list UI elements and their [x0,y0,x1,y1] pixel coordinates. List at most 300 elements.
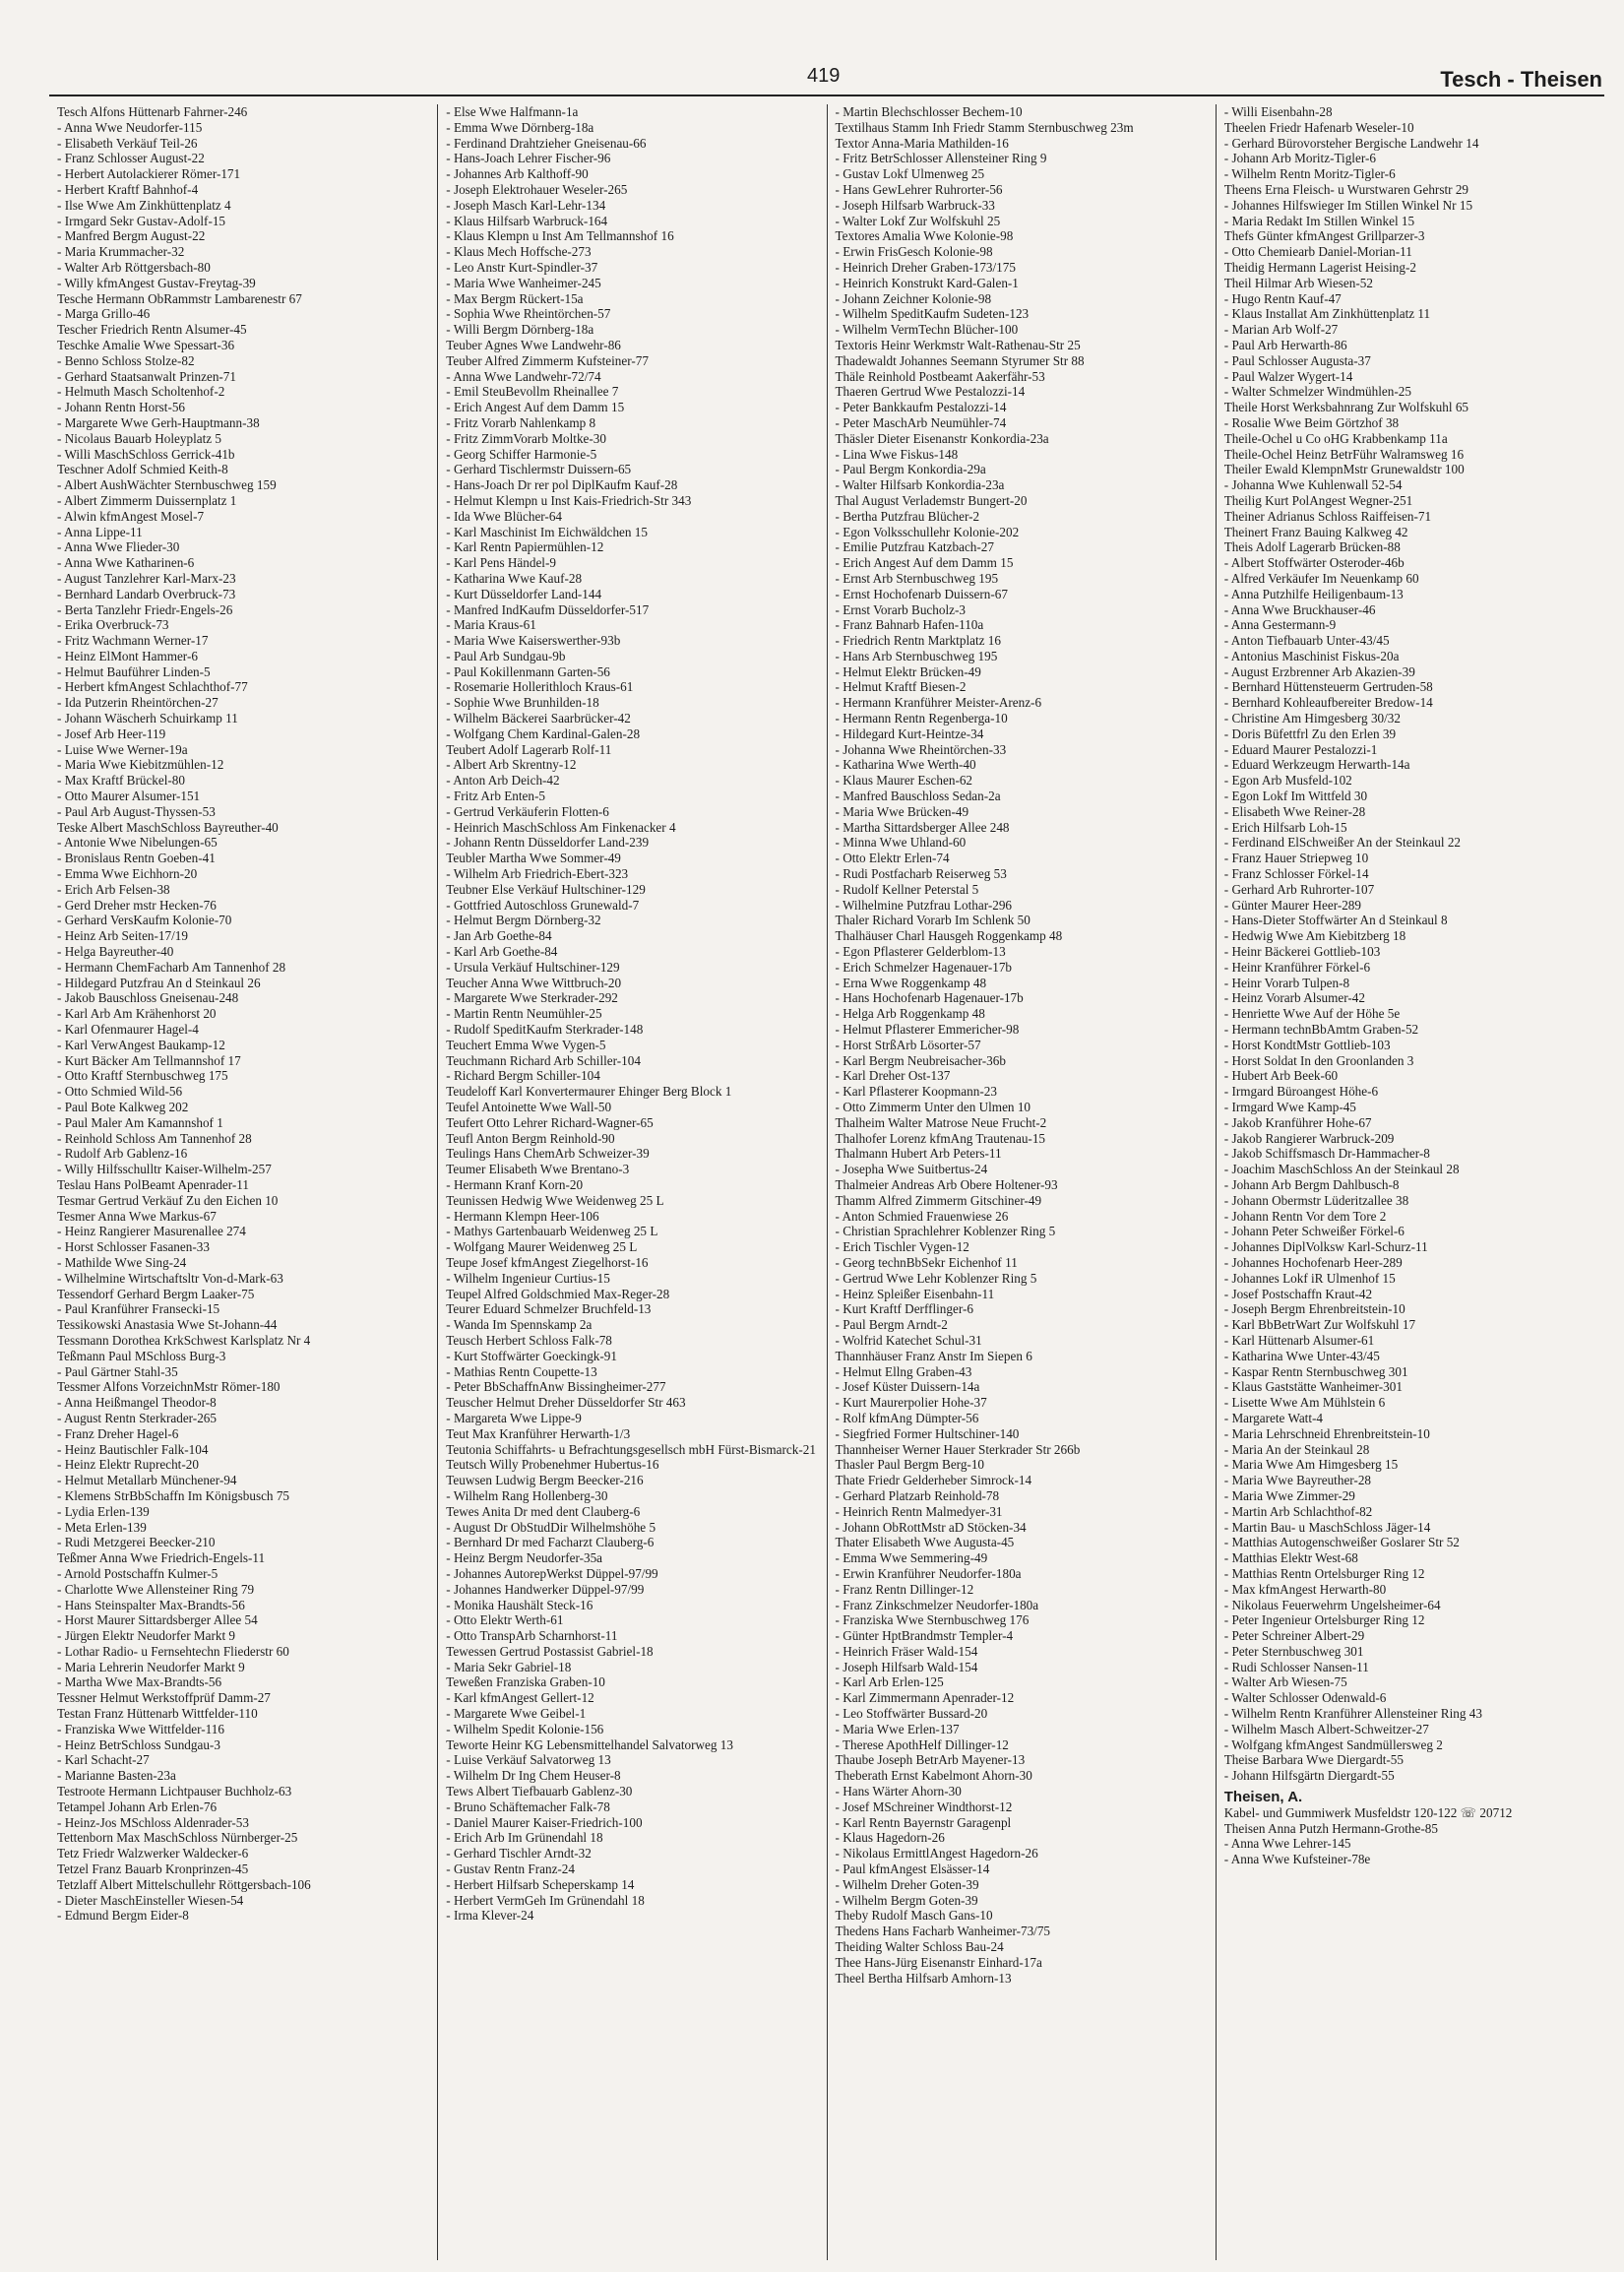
directory-entry: Teuchmann Richard Arb Schiller-104 [446,1052,641,1068]
directory-entry: Thate Friedr Gelderheber Simrock-14 [835,1473,1032,1488]
directory-entry: Textoris Heinr Werkmstr Walt-Rathenau-Str 25 [835,337,1081,352]
directory-entry: Theisen, A. [1223,1789,1303,1806]
directory-entry: - Johann Arb Moritz-Tigler-6 [1223,151,1376,166]
directory-entry: Tessner Helmut Werkstoffprüf Damm-27 [57,1690,271,1706]
directory-entry: - Hans-Joach Lehrer Fischer-96 [446,151,611,166]
directory-entry: - Gerhard Tischlermstr Duissern-65 [446,462,632,477]
directory-entry: - Willi MaschSchloss Gerrick-41b [57,446,235,462]
directory-entry: - Johann Peter Schweißer Förkel-6 [1223,1224,1405,1239]
directory-entry: - Anna Wwe Landwehr-72/74 [446,368,601,384]
directory-entry: - Erich Arb Im Grünendahl 18 [446,1830,603,1846]
directory-entry: - Jakob Bauschloss Gneisenau-248 [57,990,239,1006]
directory-entry: - Leo Stoffwärter Bussard-20 [835,1706,988,1722]
directory-entry: - Josef MSchreiner Windthorst-12 [835,1799,1013,1814]
directory-entry: - Gustav Lokf Ulmenweg 25 [835,166,985,182]
directory-entry: - Otto TranspArb Scharnhorst-11 [446,1628,618,1644]
directory-entry: - Johann Zeichner Kolonie-98 [835,290,992,306]
directory-entry: - Wolfgang Chem Kardinal-Galen-28 [446,726,641,741]
directory-entry: - Helmut Pflasterer Emmericher-98 [835,1022,1020,1038]
directory-entry: - Klaus Maurer Eschen-62 [835,773,973,789]
directory-entry: - Anna Heißmangel Theodor-8 [57,1395,217,1411]
directory-entry: Teut Max Kranführer Herwarth-1/3 [446,1425,631,1441]
directory-entry: - Margarete Watt-4 [1223,1410,1323,1425]
directory-entry: - Heinz Spleißer Eisenbahn-11 [835,1286,995,1301]
directory-entry: - Luise Verkäuf Salvatorweg 13 [446,1752,611,1768]
directory-entry: - Heinrich Konstrukt Kard-Galen-1 [835,275,1019,290]
directory-entry: - Herbert VermGeh Im Grünendahl 18 [446,1892,645,1908]
directory-entry: - Margarete Wwe Geibel-1 [446,1706,587,1722]
directory-entry: - Matthias Rentn Ortelsburger Ring 12 [1223,1565,1425,1581]
directory-entry: - Georg technBbSekr Eichenhof 11 [835,1254,1018,1270]
directory-entry: - Horst Maurer Sittardsberger Allee 54 [57,1612,258,1628]
directory-entry: Teupe Josef kfmAngest Ziegelhorst-16 [446,1254,649,1270]
directory-entry: - Helmut Ellng Graben-43 [835,1363,972,1379]
directory-entry: Theens Erna Fleisch- u Wurstwaren Gehrstr 29 [1223,181,1469,197]
directory-entry: - Marga Grillo-46 [57,306,151,322]
directory-entry: - Sophia Wwe Rheintörchen-57 [446,306,611,322]
directory-entry: - Edmund Bergm Eider-8 [57,1908,189,1924]
directory-entry: Teworte Heinr KG Lebensmittelhandel Salvatorweg 13 [446,1736,733,1752]
directory-entry: - Maria Wwe Zimmer-29 [1223,1487,1355,1503]
directory-entry: Thasler Paul Bergm Berg-10 [835,1457,985,1473]
directory-entry: Thal August Verlademstr Bungert-20 [835,492,1028,508]
directory-entry: - Horst Schlosser Fasanen-33 [57,1239,210,1255]
directory-entry: - Johann Rentn Düsseldorfer Land-239 [446,835,650,851]
directory-entry: Theile-Ochel Heinz BetrFühr Walramsweg 16 [1223,446,1465,462]
directory-entry: - Irmgard Büroangest Höhe-6 [1223,1084,1379,1100]
directory-entry: - Erich Hilfsarb Loh-15 [1223,819,1347,835]
directory-entry: - Otto Elektr Werth-61 [446,1612,564,1628]
directory-entry: - Gerhard Platzarb Reinhold-78 [835,1487,1000,1503]
directory-entry: - Gerhard Staatsanwalt Prinzen-71 [57,368,236,384]
directory-entry: - Horst KondtMstr Gottlieb-103 [1223,1037,1391,1052]
directory-entry: - Egon Volksschullehr Kolonie-202 [835,524,1020,539]
directory-entry: Teufel Antoinette Wwe Wall-50 [446,1100,612,1114]
directory-entry: - Gertrud Wwe Lehr Koblenzer Ring 5 [835,1270,1037,1286]
directory-entry: - Johannes DiplVolksw Karl-Schurz-11 [1223,1239,1428,1255]
directory-entry: - Manfred IndKaufm Düsseldorfer-517 [446,601,650,617]
directory-entry: - Franz Rentn Dillinger-12 [835,1581,974,1597]
directory-entry: - Johanna Wwe Rheintörchen-33 [835,741,1007,757]
directory-entry: - Karl Rentn Papiermühlen-12 [446,539,604,555]
directory-entry: - Günter Maurer Heer-289 [1223,897,1361,913]
directory-entry: - Gerd Dreher mstr Hecken-76 [57,897,217,913]
directory-entry: - Joseph Masch Karl-Lehr-134 [446,197,606,213]
directory-entry: Teuber Alfred Zimmerm Kufsteiner-77 [446,352,649,368]
directory-entry: - Peter Bankkaufm Pestalozzi-14 [835,400,1007,415]
directory-entry: - Erich Arb Felsen-38 [57,881,170,897]
directory-entry: - Johannes Hilfswieger Im Stillen Winkel Nr 15 [1223,197,1473,213]
directory-entry: - Albert AushWächter Sternbuschweg 159 [57,477,277,493]
directory-entry: - Wilhelm Dr Ing Chem Heuser-8 [446,1768,621,1784]
directory-entry: - Helmut Bergm Dörnberg-32 [446,913,601,928]
directory-entry: - Peter BbSchaffnAnw Bissingheimer-277 [446,1379,666,1395]
directory-entry: - Karl Ofenmaurer Hagel-4 [57,1022,199,1038]
directory-entry: - Elisabeth Verkäuf Teil-26 [57,135,198,151]
directory-entry: - Fritz Vorarb Nahlenkamp 8 [446,414,596,430]
directory-entry: - Bernhard Hüttensteuerm Gertruden-58 [1223,679,1433,695]
directory-entry: - Joseph Elektrohauer Weseler-265 [446,181,628,197]
directory-entry: - Bernhard Dr med Facharzt Clauberg-6 [446,1535,655,1550]
directory-entry: Theidig Hermann Lagerist Heising-2 [1223,259,1416,275]
directory-entry: - Anna Putzhilfe Heiligenbaum-13 [1223,586,1404,601]
directory-entry: - Johann Rentn Horst-56 [57,400,186,415]
directory-entry: - Christian Sprachlehrer Koblenzer Ring 5 [835,1224,1056,1239]
directory-entry: - Egon Pflasterer Gelderblom-13 [835,944,1006,960]
directory-entry: Tewes Anita Dr med dent Clauberg-6 [446,1503,641,1519]
directory-entry: - Martin Blechschlosser Bechem-10 [835,104,1023,119]
directory-entry: - Eduard Maurer Pestalozzi-1 [1223,741,1378,757]
directory-entry: - Rolf kfmAng Dümpter-56 [835,1410,979,1425]
directory-entry: - Margareta Wwe Lippe-9 [446,1410,582,1425]
directory-entry: - Johanna Wwe Kuhlenwall 52-54 [1223,477,1403,493]
directory-entry: Theilig Kurt PolAngest Wegner-251 [1223,492,1413,508]
directory-entry: - Johann ObRottMstr aD Stöcken-34 [835,1519,1027,1535]
directory-entry: - Egon Lokf Im Wittfeld 30 [1223,789,1368,804]
directory-entry: - Peter Schreiner Albert-29 [1223,1628,1365,1644]
directory-entry: - Martin Bau- u MaschSchloss Jäger-14 [1223,1519,1431,1535]
directory-entry: - Bronislaus Rentn Goeben-41 [57,851,216,866]
directory-entry: Thaler Richard Vorarb Im Schlenk 50 [835,913,1031,928]
directory-entry: - Maria Wwe Brücken-49 [835,803,969,819]
directory-entry: - Wilhelm SpeditKaufm Sudeten-123 [835,306,1030,322]
directory-entry: - Max Kraftf Brückel-80 [57,773,185,789]
directory-entry: - Franz Bahnarb Hafen-110a [835,617,984,633]
directory-entry: - Minna Wwe Uhland-60 [835,835,967,851]
directory-entry: Theil Hilmar Arb Wiesen-52 [1223,275,1373,290]
directory-entry: - Emma Wwe Semmering-49 [835,1550,988,1566]
directory-entry: - Erwin FrisGesch Kolonie-98 [835,244,993,260]
directory-entry: - Nikolaus ErmittlAngest Hagedorn-26 [835,1846,1038,1862]
directory-entry: - Albert Zimmerm Duissernplatz 1 [57,492,237,508]
directory-entry: - Egon Arb Musfeld-102 [1223,773,1352,789]
directory-entry: - Kurt Düsseldorfer Land-144 [446,586,602,601]
directory-entry: - Helga Arb Roggenkamp 48 [835,1006,985,1022]
directory-entry: - Lina Wwe Fiskus-148 [835,446,959,462]
directory-entry: - Helmut Elektr Brücken-49 [835,663,981,679]
directory-entry: Testan Franz Hüttenarb Wittfelder-110 [57,1706,258,1722]
directory-entry: - Heinz Vorarb Alsumer-42 [1223,990,1365,1006]
directory-entry: - Klaus Klempn u Inst Am Tellmannshof 16 [446,228,674,244]
directory-entry: - Rudi Metzgerei Beecker-210 [57,1535,216,1550]
directory-entry: - Margarete Wwe Sterkrader-292 [446,990,618,1006]
directory-entry: - Herbert Kraftf Bahnhof-4 [57,181,199,197]
directory-entry: - Alfred Verkäufer Im Neuenkamp 60 [1223,570,1419,586]
directory-entry: - Marian Arb Wolf-27 [1223,322,1339,338]
directory-entry: - Rudi Postfacharb Reiserweg 53 [835,866,1007,882]
directory-entry: Teubler Martha Wwe Sommer-49 [446,851,621,866]
directory-entry: - Hermann Klempn Heer-106 [446,1208,599,1224]
directory-entry: - Maria An der Steinkaul 28 [1223,1441,1370,1457]
directory-entry: - Josef Küster Duissern-14a [835,1379,980,1395]
directory-entry: - Jakob Kranführer Hohe-67 [1223,1114,1372,1130]
directory-entry: Teuchert Emma Wwe Vygen-5 [446,1037,606,1052]
directory-entry: - Gottfried Autoschloss Grunewald-7 [446,897,640,913]
directory-entry: Teubert Adolf Lagerarb Rolf-11 [446,741,612,757]
directory-entry: - Heinrich Dreher Graben-173/175 [835,259,1016,275]
directory-entry: - Peter MaschArb Neumühler-74 [835,414,1007,430]
directory-entry: - Johannes Lokf iR Ulmenhof 15 [1223,1270,1396,1286]
directory-entry: - Rudolf SpeditKaufm Sterkrader-148 [446,1022,644,1038]
directory-entry: - Heinz ElMont Hammer-6 [57,648,198,663]
directory-entry: - Klaus Hagedorn-26 [835,1830,945,1846]
directory-entry: - Emil SteuBevollm Rheinallee 7 [446,384,619,400]
directory-entry: - Günter HptBrandmstr Templer-4 [835,1628,1014,1644]
directory-entry: Tessendorf Gerhard Bergm Laaker-75 [57,1286,255,1301]
directory-entry: Teschner Adolf Schmied Keith-8 [57,462,228,477]
directory-entry: Teunissen Hedwig Wwe Weidenweg 25 L [446,1192,664,1208]
directory-entry: - Wilhelm Ingenieur Curtius-15 [446,1270,610,1286]
directory-entry: - Heinr Bäckerei Gottlieb-103 [1223,944,1381,960]
directory-entry: - Anna Wwe Lehrer-145 [1223,1836,1351,1852]
directory-entry: - Antonie Wwe Nibelungen-65 [57,835,218,851]
directory-entry: - Johann Hilfsgärtn Diergardt-55 [1223,1768,1395,1784]
directory-entry: - Mathys Gartenbauarb Weidenweg 25 L [446,1224,658,1239]
directory-entry: - Bruno Schäftemacher Falk-78 [446,1799,610,1814]
directory-entry: - Walter Arb Röttgersbach-80 [57,259,211,275]
directory-entry: Thalmeier Andreas Arb Obere Holtener-93 [835,1176,1058,1192]
directory-entry: - Otto Kraftf Sternbuschweg 175 [57,1068,228,1084]
directory-entry: - Otto Chemiearb Daniel-Morian-11 [1223,244,1412,260]
directory-entry: Thadewaldt Johannes Seemann Styrumer Str 88 [835,352,1085,368]
directory-entry: - Heinz Bautischler Falk-104 [57,1441,209,1457]
directory-entry: - Hermann technBbAmtm Graben-52 [1223,1022,1419,1038]
directory-entry: - Albert Arb Skrentny-12 [446,757,577,773]
directory-entry: - Hermann ChemFacharb Am Tannenhof 28 [57,959,286,975]
directory-entry: - Fritz ZimmVorarb Moltke-30 [446,430,606,446]
directory-entry: - Karl Hüttenarb Alsumer-61 [1223,1332,1375,1348]
directory-entry: - Joseph Bergm Ehrenbreitstein-10 [1223,1301,1405,1317]
directory-entry: - Heinz Bergm Neudorfer-35a [446,1550,603,1566]
directory-entry: - Karl Dreher Ost-137 [835,1068,951,1084]
directory-entry: - Matthias Elektr West-68 [1223,1550,1358,1566]
directory-entry: - Wilhelmine Wirtschaftsltr Von-d-Mark-63 [57,1270,283,1286]
directory-entry: - Wilhelm Arb Friedrich-Ebert-323 [446,866,629,882]
directory-entry: - Josef Postschaffn Kraut-42 [1223,1286,1373,1301]
directory-entry: - Daniel Maurer Kaiser-Friedrich-100 [446,1814,643,1830]
directory-entry: - Christine Am Himgesberg 30/32 [1223,711,1401,726]
directory-entry: - Franz Schlosser Förkel-14 [1223,866,1369,882]
directory-entry: - Maria Wwe Kiebitzmühlen-12 [57,757,224,773]
directory-entry: - Erwin Kranführer Neudorfer-180a [835,1565,1022,1581]
directory-entry: Teudeloff Karl Konvertermaurer Ehinger Berg Block 1 [446,1084,732,1100]
directory-column-3 [828,104,1217,2260]
directory-entry: - Paul Gärtner Stahl-35 [57,1363,178,1379]
directory-column-4 [1217,104,1604,2260]
directory-entry: - Karl Schacht-27 [57,1752,150,1768]
directory-entry: - Max kfmAngest Herwarth-80 [1223,1581,1387,1597]
directory-entry: - Jakob Schiffsmasch Dr-Hammacher-8 [1223,1146,1430,1162]
directory-entry: - Wilhelm Dreher Goten-39 [835,1876,979,1892]
directory-entry: - Franz Hauer Striepweg 10 [1223,851,1369,866]
directory-entry: - Wanda Im Spennskamp 2a [446,1317,593,1333]
directory-entry: - Paul Schlosser Augusta-37 [1223,352,1371,368]
directory-entry: - Heinz-Jos MSchloss Aldenrader-53 [57,1814,249,1830]
directory-entry: Theise Barbara Wwe Diergardt-55 [1223,1752,1404,1768]
directory-entry: - Therese ApothHelf Dillinger-12 [835,1736,1009,1752]
directory-entry: Thater Elisabeth Wwe Augusta-45 [835,1535,1015,1550]
directory-entry: - Paul Walzer Wygert-14 [1223,368,1353,384]
directory-entry: - Meta Erlen-139 [57,1519,147,1535]
directory-entry: - Wilhelmine Putzfrau Lothar-296 [835,897,1013,913]
directory-entry: - Bertha Putzfrau Blücher-2 [835,508,980,524]
directory-entry: - Maria Lehrerin Neudorfer Markt 9 [57,1659,245,1674]
directory-entry: - August Tanzlehrer Karl-Marx-23 [57,570,236,586]
directory-entry: Theberath Ernst Kabelmont Ahorn-30 [835,1768,1032,1784]
directory-entry: - Helmut Kraftf Biesen-2 [835,679,967,695]
directory-entry: - Katharina Wwe Kauf-28 [446,570,583,586]
directory-entry: Teske Albert MaschSchloss Bayreuther-40 [57,819,279,835]
directory-entry: - Karl Zimmermann Apenrader-12 [835,1690,1015,1706]
directory-entry: - Rudi Schlosser Nansen-11 [1223,1659,1369,1674]
directory-entry: Tetampel Johann Arb Erlen-76 [57,1799,218,1814]
directory-entry: Teslau Hans PolBeamt Apenrader-11 [57,1176,249,1192]
directory-entry: - Luise Wwe Werner-19a [57,741,188,757]
directory-entry: Tessmann Dorothea KrkSchwest Karlsplatz Nr 4 [57,1332,311,1348]
directory-entry: - Gerhard Arb Ruhrorter-107 [1223,881,1375,897]
directory-entry: - Elisabeth Wwe Reiner-28 [1223,803,1366,819]
directory-entry: - Bernhard Landarb Overbruck-73 [57,586,236,601]
directory-entry: - Ida Putzerin Rheintörchen-27 [57,695,219,711]
directory-entry: - Johann Wäscherh Schuirkamp 11 [57,711,238,726]
directory-entry: Theiler Ewald KlempnMstr Grunewaldstr 100 [1223,462,1465,477]
directory-entry: Thalhofer Lorenz kfmAng Trautenau-15 [835,1130,1046,1146]
directory-entry: - Erna Wwe Roggenkamp 48 [835,975,987,990]
directory-entry: - Heinr Kranführer Förkel-6 [1223,959,1371,975]
directory-entry: - Rudolf Arb Gablenz-16 [57,1146,188,1162]
directory-entry: - Arnold Postschaffn Kulmer-5 [57,1565,219,1581]
directory-entry: - Irma Klever-24 [446,1908,534,1924]
directory-entry: - Paul Bote Kalkweg 202 [57,1100,189,1114]
directory-entry: - Kurt Kraftf Derfflinger-6 [835,1301,973,1317]
directory-entry: Tescher Friedrich Rentn Alsumer-45 [57,322,247,338]
directory-entry: - Klaus Hilfsarb Warbruck-164 [446,213,608,228]
directory-entry: - Hans Wärter Ahorn-30 [835,1784,962,1799]
directory-entry: Textilhaus Stamm Inh Friedr Stamm Sternbuschweg 23m [835,119,1134,135]
directory-entry: - Ferdinand Drahtzieher Gneisenau-66 [446,135,647,151]
directory-entry: - Nicolaus Bauarb Holeyplatz 5 [57,430,221,446]
directory-entry: - Paul Maler Am Kamannshof 1 [57,1114,223,1130]
directory-entry: - Wilhelm Spedit Kolonie-156 [446,1721,604,1736]
directory-entry: - Walter Hilfsarb Konkordia-23a [835,477,1005,493]
directory-entry: Thäsler Dieter Eisenanstr Konkordia-23a [835,430,1049,446]
directory-entry: - Kurt Stoffwärter Goeckingk-91 [446,1348,617,1363]
directory-entry: - Johannes Arb Kalthoff-90 [446,166,589,182]
directory-entry: - Katharina Wwe Unter-43/45 [1223,1348,1380,1363]
directory-entry: - Rosalie Wwe Beim Görtzhof 38 [1223,414,1400,430]
directory-entry: - Maria Sekr Gabriel-18 [446,1659,572,1674]
directory-entry: - Maria Kraus-61 [446,617,536,633]
directory-entry: Teufert Otto Lehrer Richard-Wagner-65 [446,1114,654,1130]
directory-entry: - Lisette Wwe Am Mühlstein 6 [1223,1395,1386,1411]
directory-entry: Teupel Alfred Goldschmied Max-Reger-28 [446,1286,670,1301]
directory-entry: - Martin Rentn Neumühler-25 [446,1006,602,1022]
directory-entry: - Anton Arb Deich-42 [446,773,560,789]
directory-entry: - Walter Schmelzer Windmühlen-25 [1223,384,1411,400]
directory-entry: - Klemens StrBbSchaffn Im Königsbusch 75 [57,1487,290,1503]
directory-entry: - Klaus Gaststätte Wanheimer-301 [1223,1379,1403,1395]
directory-entry: - Leo Anstr Kurt-Spindler-37 [446,259,598,275]
directory-entry: - Johann Obermstr Lüderitzallee 38 [1223,1192,1409,1208]
directory-entry: Tetzel Franz Bauarb Kronprinzen-45 [57,1862,249,1877]
directory-entry: - Karl VerwAngest Baukamp-12 [57,1037,225,1052]
directory-entry: - Hildegard Kurt-Heintze-34 [835,726,984,741]
directory-entry: - Joseph Hilfsarb Wald-154 [835,1659,978,1674]
directory-entry: Teuscher Helmut Dreher Düsseldorfer Str 463 [446,1395,686,1411]
directory-entry: - Irmgard Sekr Gustav-Adolf-15 [57,213,226,228]
directory-entry: Thefs Günter kfmAngest Grillparzer-3 [1223,228,1425,244]
directory-entry: - Martha Sittardsberger Allee 248 [835,819,1010,835]
directory-entry: Theinert Franz Bauing Kalkweg 42 [1223,524,1408,539]
directory-entry: - Helmut Bauführer Linden-5 [57,663,211,679]
directory-entry: - Kurt Maurerpolier Hohe-37 [835,1395,987,1411]
directory-entry: - Karl Maschinist Im Eichwäldchen 15 [446,524,648,539]
directory-entry: Theiner Adrianus Schloss Raiffeisen-71 [1223,508,1432,524]
directory-entry: - Hermann Kranführer Meister-Arenz-6 [835,695,1042,711]
directory-entry: Testroote Hermann Lichtpauser Buchholz-63 [57,1784,292,1799]
directory-entry: - Franz Zinkschmelzer Neudorfer-180a [835,1597,1039,1612]
directory-entry: - Heinz Arb Seiten-17/19 [57,928,188,944]
directory-entry: - Hedwig Wwe Am Kiebitzberg 18 [1223,928,1406,944]
directory-entry: Teumer Elisabeth Wwe Brentano-3 [446,1162,630,1177]
directory-entry: - Otto Maurer Alsumer-151 [57,789,201,804]
directory-entry: - Paul Kranführer Fransecki-15 [57,1301,220,1317]
directory-entry: - Walter Arb Wiesen-75 [1223,1674,1347,1690]
directory-entry: Theile-Ochel u Co oHG Krabbenkamp 11a [1223,430,1448,446]
directory-entry: - Helmut Metallarb Münchener-94 [57,1473,237,1488]
directory-entry: - Berta Tanzlehr Friedr-Engels-26 [57,601,233,617]
directory-entry: - Charlotte Wwe Allensteiner Ring 79 [57,1581,255,1597]
directory-entry: - Walter Schlosser Odenwald-6 [1223,1690,1387,1706]
directory-entry: - Anna Wwe Neudorfer-115 [57,119,203,135]
directory-entry: Teulings Hans ChemArb Schweizer-39 [446,1146,650,1162]
directory-entry: - Anna Wwe Kufsteiner-78e [1223,1852,1371,1867]
directory-entry: - Erich Angest Auf dem Damm 15 [446,400,625,415]
directory-entry: - Hans Steinspalter Max-Brandts-56 [57,1597,245,1612]
directory-entry: - Gerhard Tischler Arndt-32 [446,1846,592,1862]
directory-entry: - Maria Wwe Erlen-137 [835,1721,960,1736]
directory-entry: - Hans Hochofenarb Hagenauer-17b [835,990,1024,1006]
directory-entry: Tesche Hermann ObRammstr Lambarenestr 67 [57,290,302,306]
directory-entry: - Hans Arb Sternbuschweg 195 [835,648,998,663]
directory-entry: - Hermann Kranf Korn-20 [446,1176,584,1192]
directory-entry: - Erich Angest Auf dem Damm 15 [835,555,1014,571]
directory-entry: - Emma Wwe Dörnberg-18a [446,119,594,135]
directory-entry: - Irmgard Wwe Kamp-45 [1223,1100,1356,1114]
directory-entry: - Karl Arb Am Krähenhorst 20 [57,1006,217,1022]
directory-entry: Thalmann Hubert Arb Peters-11 [835,1146,1002,1162]
directory-entry: - Wilhelm Rentn Kranführer Allensteiner Ring 43 [1223,1706,1482,1722]
directory-entry: - Nikolaus Feuerwehrm Ungelsheimer-64 [1223,1597,1441,1612]
directory-entry: Thaeren Gertrud Wwe Pestalozzi-14 [835,384,1026,400]
directory-entry: - Friedrich Rentn Marktplatz 16 [835,633,1001,649]
directory-entry: Tews Albert Tiefbauarb Gablenz-30 [446,1784,633,1799]
directory-entry: - Lydia Erlen-139 [57,1503,150,1519]
directory-entry: - Walter Lokf Zur Wolfskuhl 25 [835,213,1001,228]
directory-entry: - Josepha Wwe Suitbertus-24 [835,1162,988,1177]
directory-entry: - Willi Eisenbahn-28 [1223,104,1333,119]
directory-entry: - Maria Wwe Am Himgesberg 15 [1223,1457,1399,1473]
directory-entry: - Paul Bergm Konkordia-29a [835,462,986,477]
directory-entry: - Karl Bergm Neubreisacher-36b [835,1052,1006,1068]
directory-entry: - Albert Stoffwärter Osteroder-46b [1223,555,1405,571]
directory-entry: Teßmann Paul MSchloss Burg-3 [57,1348,226,1363]
directory-entry: - Karl Pflasterer Koopmann-23 [835,1084,997,1100]
directory-entry: - Heinrich Fräser Wald-154 [835,1643,978,1659]
directory-entry: - Marianne Basten-23a [57,1768,176,1784]
directory-entry: - Hermann Rentn Regenberga-10 [835,711,1008,726]
directory-entry: - Peter Sternbuschweg 301 [1223,1643,1364,1659]
